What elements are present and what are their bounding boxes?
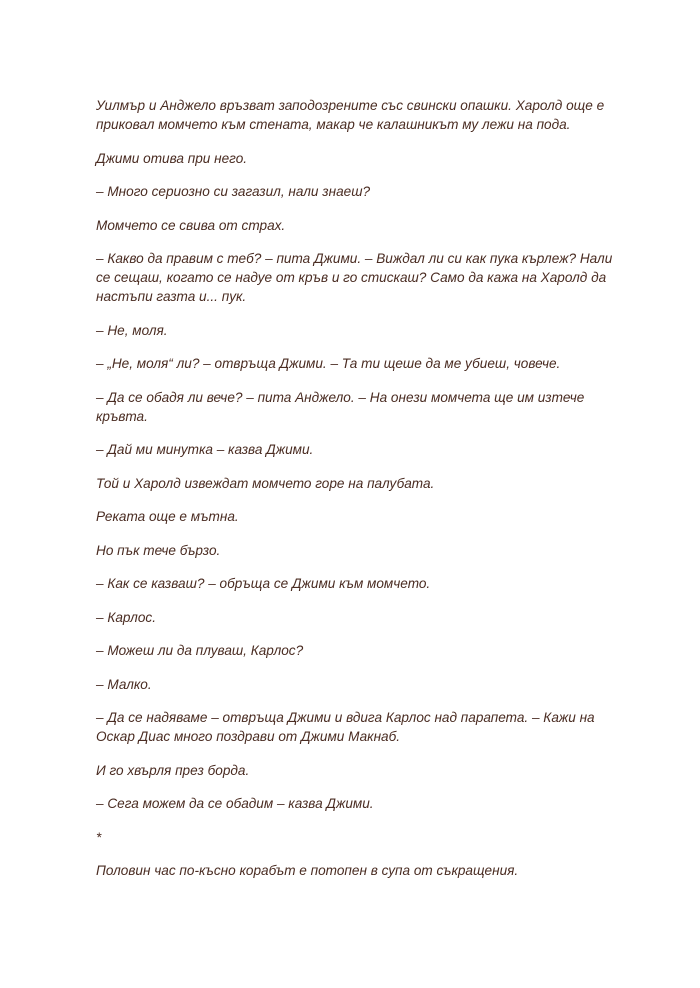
document-body: [96, 96, 626, 895]
paragraph: Уилмър и Анджело връзват заподозрените със свински опашки. Харолд още е приковал момчето към стената, макар че калашникът му лежи на пода.: [96, 98, 605, 132]
paragraph: Той и Харолд извеждат момчето горе на палубата.: [96, 475, 435, 491]
paragraph: Но пък тече бързо.: [96, 542, 221, 558]
paragraph: – Можеш ли да плуваш, Карлос?: [96, 643, 304, 658]
paragraph: – Какво да правим с теб? – пита Джими. – Виждал ли си как пука кърлеж? Нали се сещаш, когато се надуе от кръв и го стискаш? Само да кажа на Харолд да настъпи газта и... пук.: [96, 251, 613, 304]
paragraph: – Сега можем да се обадим – казва Джими.: [96, 796, 374, 811]
paragraph: – Да се надяваме – отвръща Джими и вдига Карлос над парапета. – Кажи на Оскар Диас много поздрави от Джими Макнаб.: [96, 710, 595, 744]
paragraph: – Дай ми минутка – казва Джими.: [96, 442, 314, 457]
paragraph: Половин час по-късно корабът е потопен в супа от съкращения.: [96, 863, 519, 878]
paragraph: – Как се казваш? – обръща се Джими към момчето.: [96, 576, 431, 591]
paragraph: И го хвърля през борда.: [96, 762, 250, 778]
paragraph: – Много сериозно си загазил, нали знаеш?: [96, 184, 371, 199]
paragraph: Реката още е мътна.: [96, 509, 239, 524]
section-break: *: [96, 829, 102, 845]
paragraph: – „Не, моля“ ли? – отвръща Джими. – Та ти щеше да ме убиеш, човече.: [96, 356, 561, 371]
paragraph: – Малко.: [96, 676, 152, 692]
paragraph: – Карлос.: [96, 609, 156, 625]
paragraph: Момчето се свива от страх.: [96, 217, 286, 233]
paragraph: – Не, моля.: [96, 322, 168, 338]
paragraph: Джими отива при него.: [96, 150, 248, 166]
paragraph: – Да се обадя ли вече? – пита Анджело. – На онези момчета ще им изтече кръвта.: [96, 389, 585, 424]
